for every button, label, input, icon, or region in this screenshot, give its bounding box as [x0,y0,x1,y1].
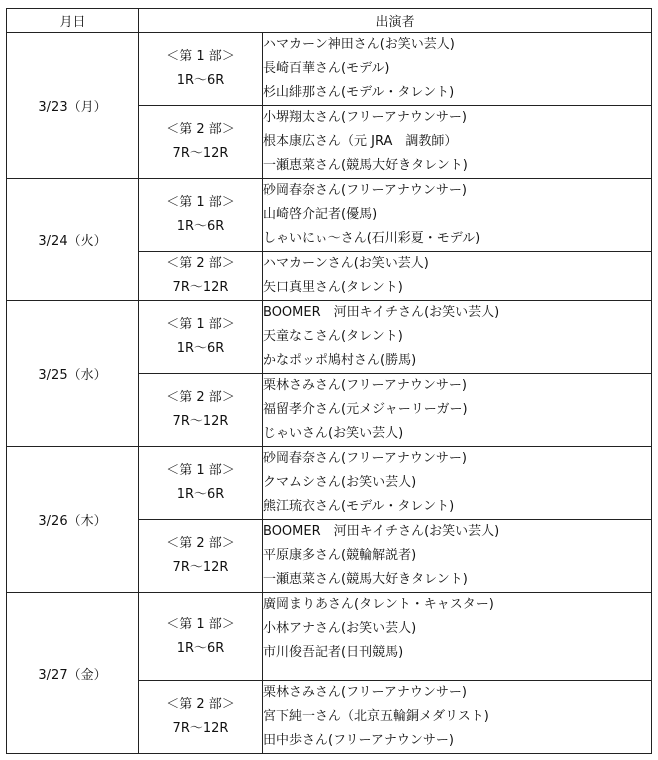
date-cell: 3/27（金） [7,593,139,754]
performer-name: 平原康多さん(競輪解説者) [263,548,417,563]
race-range-label: 1R～6R [176,487,225,502]
performer-name: 栗林さみさん(フリーアナウンサー) [263,685,467,700]
session-row [7,301,652,374]
schedule-body [7,33,652,754]
session-row [7,593,652,681]
performers-column-header: 出演者 [139,9,652,33]
session-cell [139,301,263,374]
session-cell [139,252,263,301]
performer-name: 山崎啓介記者(優馬) [263,207,378,222]
performer-name: 杉山緋那さん(モデル・タレント) [263,85,455,100]
race-range-label: 7R～12R [172,280,229,295]
performers-cell [263,179,652,252]
session-part-label: ＜第 1 部＞ [166,463,235,478]
performer-name: しゃいにぃ～さん(石川彩夏・モデル) [263,231,481,246]
race-range-label: 1R～6R [176,640,225,656]
date-cell: 3/26（木） [7,447,139,593]
session-cell [139,179,263,252]
session-cell [139,106,263,179]
performer-name: 田中歩さん(フリーアナウンサー) [263,733,454,748]
performer-name: ハマカーン神田さん(お笑い芸人) [263,37,455,52]
performers-cell [263,593,652,681]
session-part-label: ＜第 1 部＞ [166,317,235,332]
performers-cell [263,374,652,447]
performer-name: 栗林さみさん(フリーアナウンサー) [263,378,467,393]
date-cell: 3/24（火） [7,179,139,301]
performer-name: 砂岡春奈さん(フリーアナウンサー) [263,183,467,198]
performer-name: 根本康広さん（元 JRA 調教師） [263,134,458,149]
session-cell [139,33,263,106]
race-range-label: 7R～12R [172,560,229,575]
session-cell [139,681,263,754]
performer-name: 一瀬恵菜さん(競馬大好きタレント) [263,158,468,173]
session-part-label: ＜第 1 部＞ [166,195,235,210]
performer-name: 熊江琉衣さん(モデル・タレント) [263,499,455,514]
performers-cell [263,520,652,593]
performers-cell [263,33,652,106]
performer-name: クマムシさん(お笑い芸人) [263,475,417,490]
performer-name: 小堺翔太さん(フリーアナウンサー) [263,110,467,125]
performer-name: 砂岡春奈さん(フリーアナウンサー) [263,451,467,466]
performer-name: 廣岡まりあさん(タレント・キャスター) [263,597,494,612]
session-cell [139,593,263,681]
session-row [7,33,652,106]
session-part-label: ＜第 2 部＞ [166,536,235,551]
performer-name: 長崎百華さん(モデル) [263,61,390,76]
race-range-label: 1R～6R [176,341,225,356]
performer-name: 市川俊吾記者(日刊競馬) [263,645,404,660]
session-part-label: ＜第 2 部＞ [166,390,235,405]
header-row [7,9,652,33]
session-part-label: ＜第 2 部＞ [166,122,235,137]
performer-name: 天童なこさん(タレント) [263,329,403,344]
performer-name: じゃいさん(お笑い芸人) [263,426,404,441]
race-range-label: 7R～12R [172,146,229,161]
session-part-label: ＜第 2 部＞ [166,256,235,271]
session-row [7,179,652,252]
performer-name: 矢口真里さん(タレント) [263,280,403,295]
performers-cell [263,447,652,520]
performer-name: BOOMER 河田キイチさん(お笑い芸人) [263,524,500,539]
race-range-label: 7R～12R [172,721,229,736]
date-cell: 3/25（水） [7,301,139,447]
performer-name: 福留孝介さん(元メジャーリーガー) [263,402,468,417]
schedule-table [6,8,652,754]
performer-name: BOOMER 河田キイチさん(お笑い芸人) [263,305,500,320]
date-cell: 3/23（月） [7,33,139,179]
race-range-label: 1R～6R [176,219,225,234]
performers-cell [263,301,652,374]
date-column-header: 月日 [7,9,139,33]
performers-cell [263,106,652,179]
race-range-label: 7R～12R [172,414,229,429]
session-part-label: ＜第 1 部＞ [166,49,235,64]
performer-name: 宮下純一さん（北京五輪銅メダリスト) [263,709,489,724]
performer-name: 一瀬恵菜さん(競馬大好きタレント) [263,572,468,587]
session-part-label: ＜第 2 部＞ [166,697,235,712]
session-cell [139,374,263,447]
performer-name: 小林アナさん(お笑い芸人) [263,621,417,636]
session-part-label: ＜第 1 部＞ [166,616,235,632]
performer-name: ハマカーンさん(お笑い芸人) [263,256,429,271]
performers-cell [263,252,652,301]
session-row [7,447,652,520]
session-cell [139,447,263,520]
race-range-label: 1R～6R [176,73,225,88]
performers-cell [263,681,652,754]
performer-name: かなポッポ鳩村さん(勝馬) [263,353,417,368]
session-cell [139,520,263,593]
